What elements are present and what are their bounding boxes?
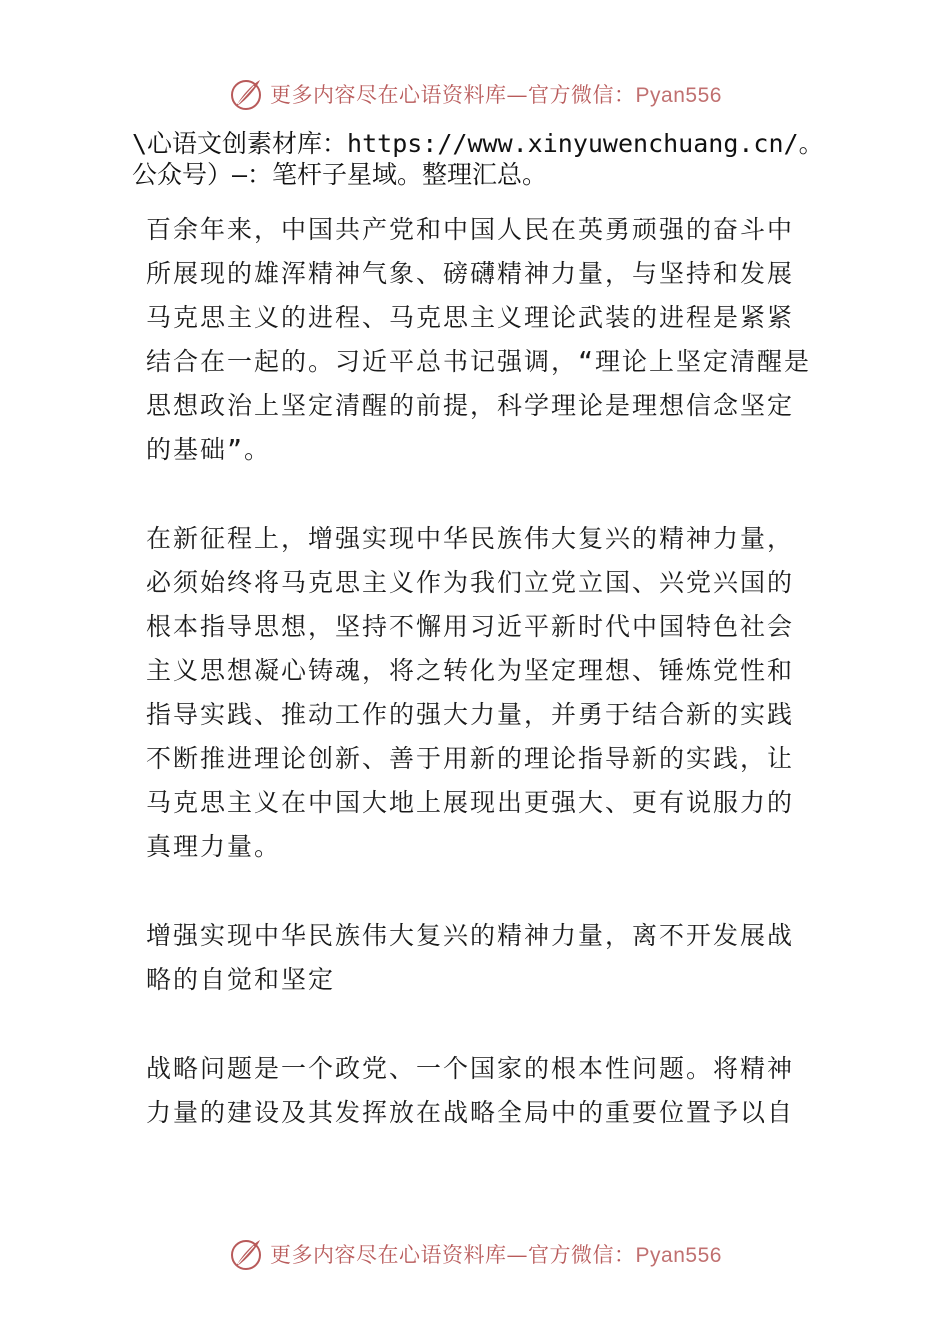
wechat-id: Pyan556 [635, 84, 722, 107]
section-heading: 增强实现中华民族伟大复兴的精神力量，离不开发展战略的自觉和坚定 [146, 921, 795, 994]
feather-logo-icon [228, 76, 264, 112]
paragraph-2: 在新征程上，增强实现中华民族伟大复兴的精神力量，必须始终将马克思主义作为我们立党立国、兴党兴国的根本指导思想，坚持不懈用习近平新时代中国特色社会主义思想凝心铸魂，将之转化为坚定理想、锤炼党性和指导实践、推动工作的强大力量，并勇于结合新的实践不断推进理论创新、善于用新的理论指导新的实践，让马克思主义在中国大地上展现出更强大、更有说服力的真理力量。 [146, 524, 795, 861]
banner-text: 更多内容尽在心语资料库—官方微信：Pyan556 [270, 83, 722, 107]
banner-text: 更多内容尽在心语资料库—官方微信：Pyan556 [270, 1243, 722, 1267]
feather-logo-icon [228, 1236, 264, 1272]
paragraph-1: 百余年来，中国共产党和中国人民在英勇顽强的奋斗中所展现的雄浑精神气象、磅礴精神力量，与坚持和发展马克思主义的进程、马克思主义理论武装的进程是紧紧结合在一起的。习近平总书记强调，“理论上坚定清醒是思想政治上坚定清醒的前提，科学理论是理想信念坚定的基础”。 [146, 215, 812, 464]
source-line: \心语文创素材库：https://www.xinyuwenchuang.cn/。公众号）—：笔杆子星域。整理汇总。 [132, 129, 824, 189]
wechat-id: Pyan556 [635, 1244, 722, 1267]
document-body [146, 208, 814, 1180]
footer-banner [0, 1232, 950, 1276]
paragraph-3: 战略问题是一个政党、一个国家的根本性问题。将精神力量的建设及其发挥放在战略全局中的重要位置予以自 [146, 1054, 795, 1127]
header-banner [0, 72, 950, 116]
